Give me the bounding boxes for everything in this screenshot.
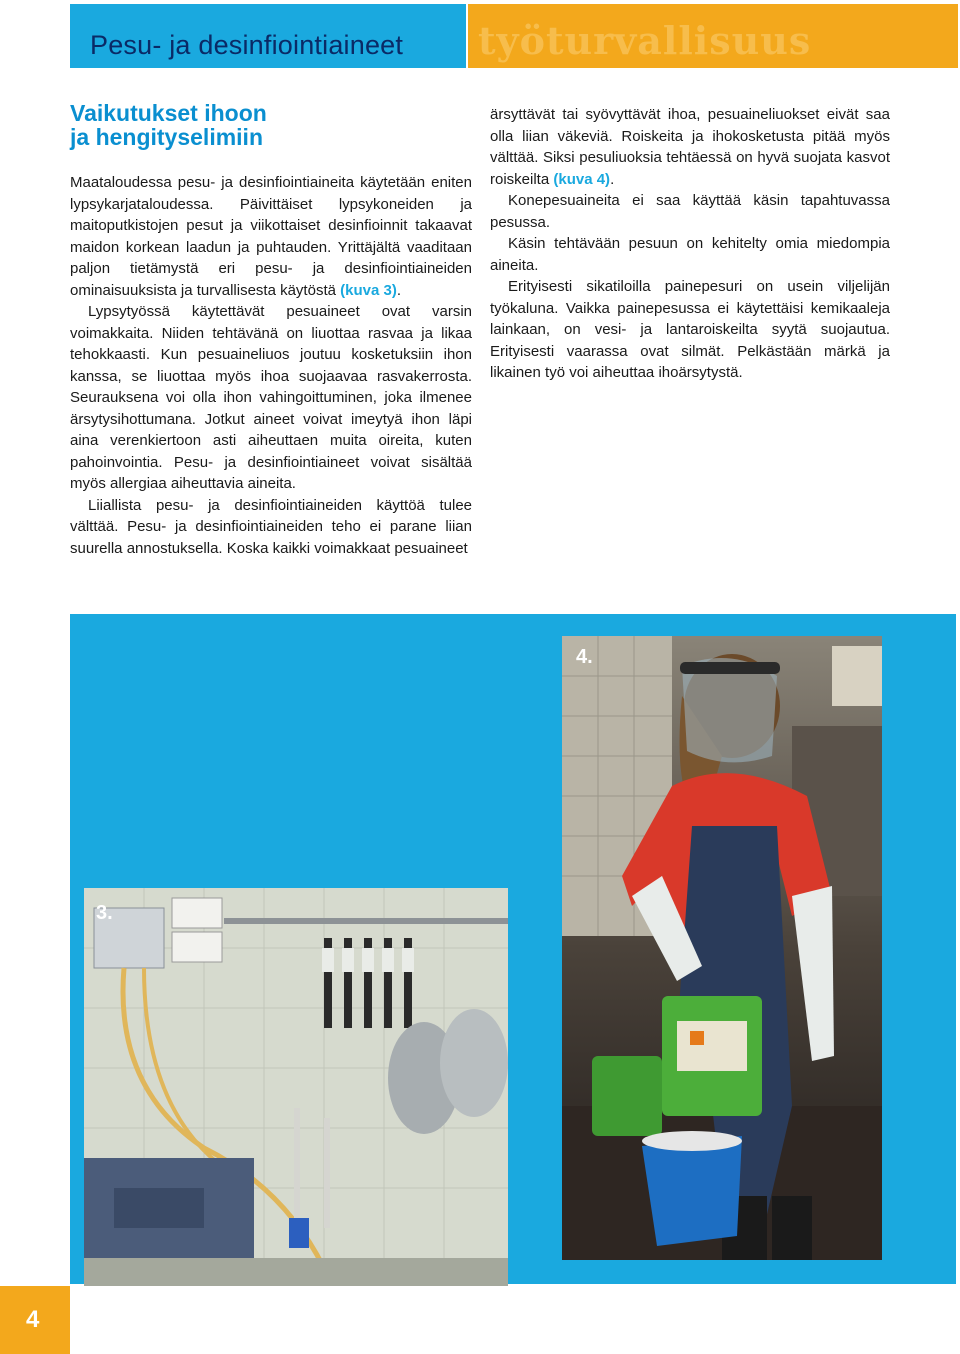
paragraph-continuation (490, 104, 890, 190)
paragraph-detergents: Lypsytyössä käytettävät pesuaineet ovat varsin voimakkaita. Niiden tehtävänä on liuottaa rasvaa ja likaa tehokkaasti. Kun pesuaineliuos joutuu kosketuksiin ihon kanssa, se liuottaa myös ihoa suojaavaa rasvakerrosta. Seurauksena voi olla ihon vahingoittuminen, joka ilmenee ärsytysihottumana. Jotkut aineet voivat imeytyä ihon läpi aina verenkiertoon asti aiheuttaen muita oireita, kuten pahoinvointia. Pesu- ja desinfiointiaineet voivat sisältää myös allergiaa aiheuttavia aineita. (70, 303, 472, 492)
paragraph-intro (70, 172, 472, 301)
section-heading (70, 101, 450, 149)
photo-worker-face-shield (562, 636, 882, 1260)
paragraph-machine-detergent: Konepesuaineita ei saa käyttää käsin tapahtuvassa pesussa. (490, 192, 890, 231)
photo-4-label: 4. (576, 646, 593, 668)
photo-worker-illustration (562, 636, 882, 1260)
figure-ref-4: (kuva 4) (553, 170, 611, 188)
left-text-column (70, 172, 472, 559)
photo-milking-equipment (84, 888, 508, 1286)
paragraph-continuation-end: . (610, 170, 615, 188)
page-title: Pesu- ja desinfiointiaineet (90, 30, 404, 60)
page-number-tab (0, 1286, 70, 1354)
section-heading-line2: ja hengityselimiin (70, 124, 263, 150)
paragraph-continuation-text: ärsyttävät tai syövyttävät ihoa, pesuaineliuokset eivät saa olla liian väkeviä. Roiskeita ja ihokosketusta pitää myös välttää. Siksi pesuliuoksia tehtäessä on hyvä suojata kasvot roiskeilta (490, 106, 890, 188)
paragraph-intro-text: Maataloudessa pesu- ja desinfiointiaineita käytetään eniten lypsykarjataloudessa. Päivittäiset lypsykoneiden ja maitoputkistojen pesut ja viikottaiset desinfioinnit takaavat maidon korkean laadun ja puhtauden. Yrittäjältä vaaditaan paljon tietämystä eri pesu- ja desinfiointiaineiden ominaisuuksista ja turvallisesta käytöstä (70, 174, 472, 299)
photo-3-label: 3. (96, 902, 113, 924)
right-text-column (490, 104, 890, 384)
paragraph-intro-end: . (396, 281, 401, 299)
section-heading-line1: Vaikutukset ihoon (70, 100, 267, 126)
brand-wordmark: työturvallisuus (478, 18, 812, 63)
paragraph-overuse: Liiallista pesu- ja desinfiointiaineiden käyttöä tulee välttää. Pesu- ja desinfiointiaineiden teho ei parane liian suurella annostuksella. Koska kaikki voimakkaat pesuaineet (70, 496, 472, 557)
photo-milking-illustration (84, 888, 508, 1286)
header-title-band (70, 4, 466, 68)
paragraph-hand-wash: Käsin tehtävään pesuun on kehitelty omia miedompia aineita. (490, 235, 890, 274)
figure-ref-3: (kuva 3) (340, 281, 397, 299)
page-number: 4 (26, 1306, 40, 1333)
paragraph-pressure-washer: Erityisesti sikatiloilla painepesuri on usein viljelijän työkaluna. Vaikka painepesussa ei käytettäisi kemikaaleja lainkaan, on vesi- ja lantaroiskeilta syytä suojautua. Erityisesti vaarassa ovat silmät. Pelkästään märkä ja likainen työ voi aiheuttaa ihoärsytystä. (490, 278, 890, 381)
header-brand-band (468, 4, 958, 68)
